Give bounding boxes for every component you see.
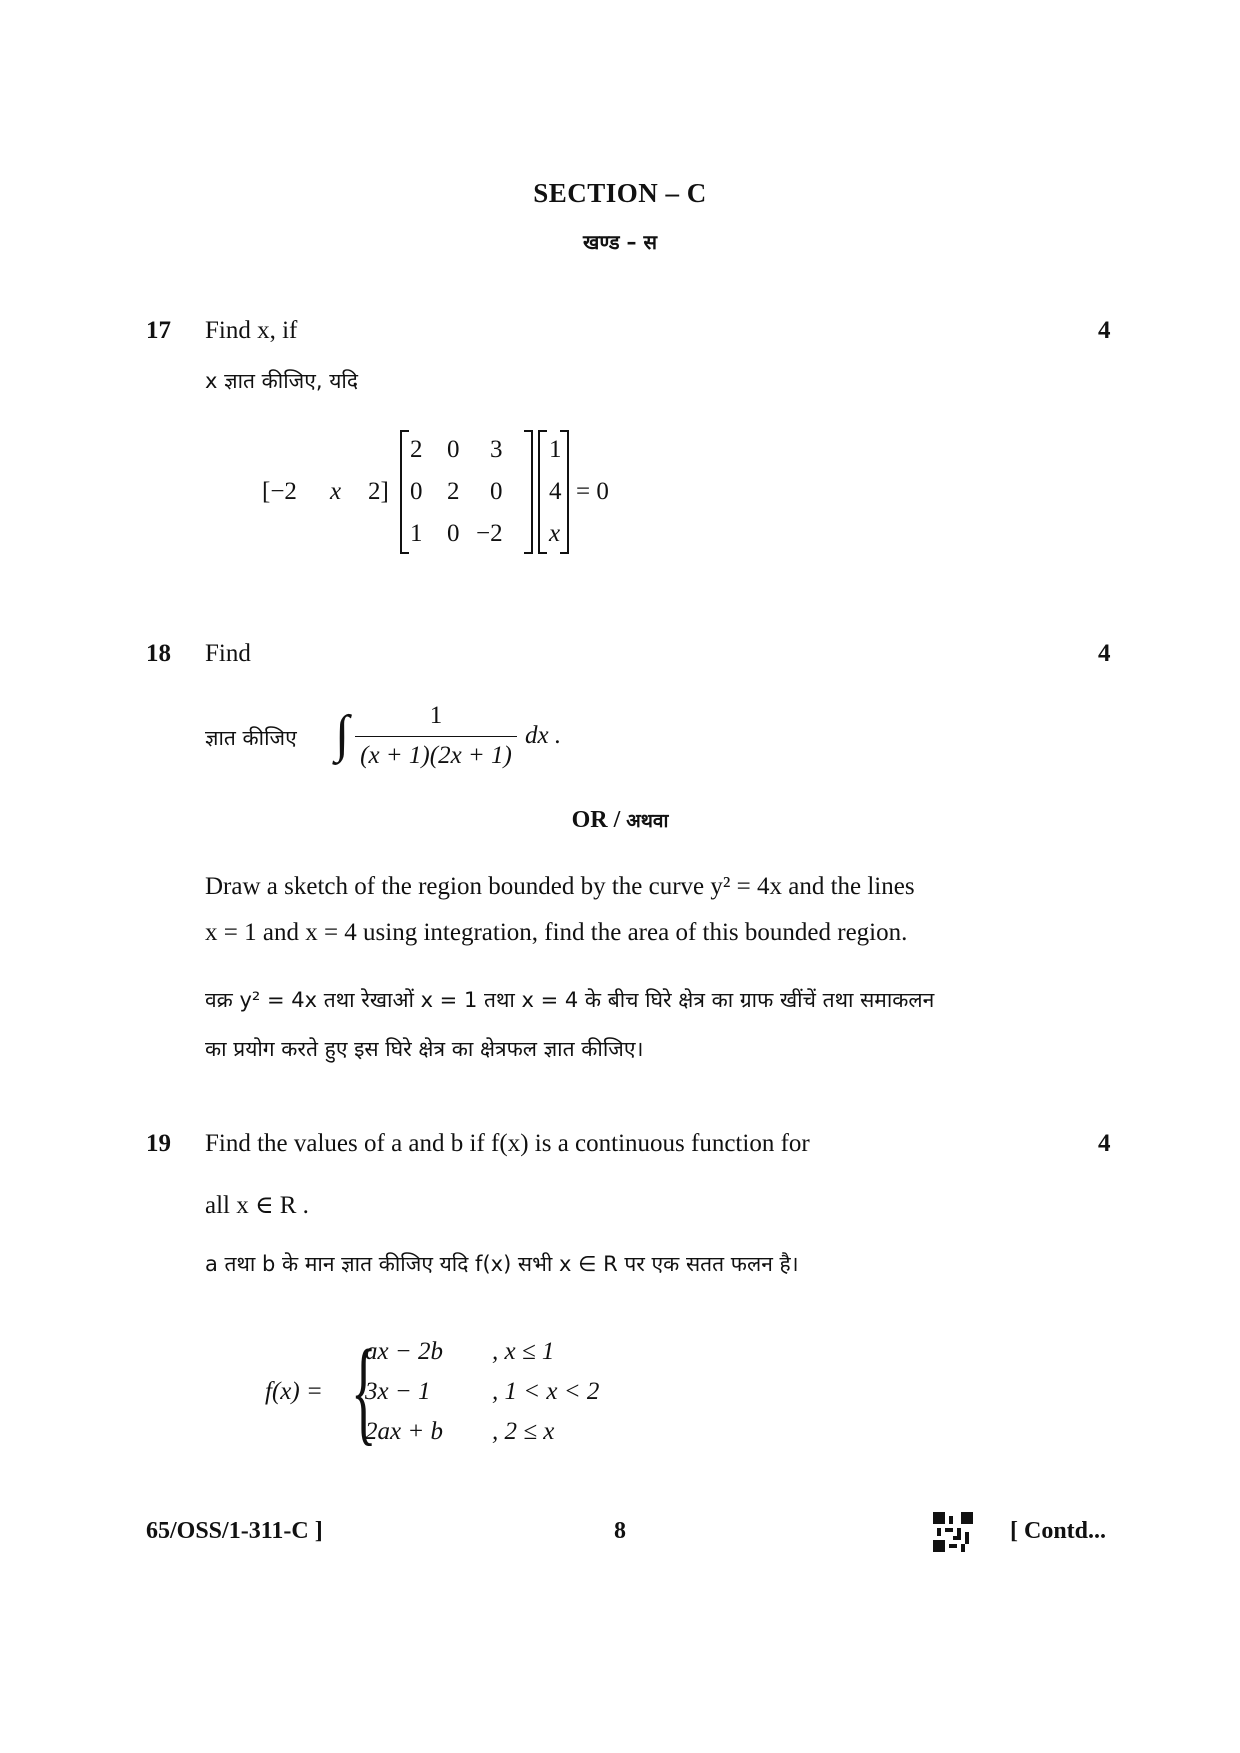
function-label: f(x) =	[265, 1378, 323, 1405]
left-brace-icon: {	[351, 1325, 377, 1456]
q18-text-hi: ज्ञात कीजिए	[205, 726, 297, 750]
q18-alt-line2-en: x = 1 and x = 4 using integration, find the area of this bounded region.	[205, 919, 908, 946]
page-number: 8	[614, 1518, 626, 1544]
matrix-cell: 0	[490, 478, 503, 505]
q19-marks: 4	[1098, 1130, 1111, 1157]
q19-piecewise-function	[265, 1325, 645, 1460]
q18-marks: 4	[1098, 640, 1111, 667]
q18-alt-line1-hi: वक्र y² = 4x तथा रेखाओं x = 1 तथा x = 4 के बीच घिरे क्षेत्र का ग्राफ खींचें तथा समाकलन	[205, 988, 935, 1012]
matrix-cell: 2	[447, 478, 460, 505]
fraction-bar	[355, 736, 517, 737]
equals-zero: = 0	[576, 478, 609, 505]
matrix-cell: 0	[410, 478, 423, 505]
or-label-en: OR /	[571, 807, 621, 833]
row-vector-b: x	[330, 478, 342, 505]
column-cell: x	[549, 520, 561, 547]
q19-text-hi: a तथा b के मान ज्ञात कीजिए यदि f(x) सभी x ∈ R पर एक सतत फलन है।	[205, 1252, 799, 1276]
case-condition: , 1 < x < 2	[492, 1378, 600, 1405]
fraction-denominator: (x + 1)(2x + 1)	[360, 742, 512, 769]
matrix-cell: 3	[490, 436, 503, 463]
case-expression: ax − 2b	[365, 1338, 443, 1365]
matrix-cell: 0	[447, 436, 460, 463]
paper-code: 65/OSS/1-311-C ]	[146, 1518, 323, 1544]
q17-matrix-equation	[262, 430, 642, 560]
q17-marks: 4	[1098, 317, 1111, 344]
section-subtitle: खण्ड – स	[582, 230, 657, 254]
fraction-numerator: 1	[429, 702, 443, 729]
question-number-17: 17	[146, 317, 171, 344]
row-vector-c: 2]	[368, 478, 389, 505]
integral-sign-icon: ∫	[335, 706, 350, 763]
column-cell: 4	[549, 478, 562, 505]
column-left-bracket	[538, 430, 547, 554]
matrix-right-bracket	[524, 430, 533, 554]
row-vector-a: [−2	[262, 478, 297, 505]
q18-alt-line1-en: Draw a sketch of the region bounded by the curve y² = 4x and the lines	[205, 873, 915, 900]
qr-code-icon	[933, 1512, 973, 1552]
section-title: SECTION – C	[533, 178, 707, 208]
or-label	[0, 807, 1240, 834]
matrix-cell: 2	[410, 436, 423, 463]
or-label-hi: अथवा	[626, 810, 669, 832]
matrix-left-bracket	[400, 430, 409, 554]
q19-line1-en: Find the values of a and b if f(x) is a continuous function for	[205, 1130, 810, 1157]
question-number-18: 18	[146, 640, 171, 667]
question-number-19: 19	[146, 1130, 171, 1157]
continued-label: [ Contd...	[1010, 1518, 1107, 1544]
q17-text-en: Find x, if	[205, 317, 298, 344]
q18-text-en: Find	[205, 640, 251, 667]
matrix-cell: 0	[447, 520, 460, 547]
q17-text-hi: x ज्ञात कीजिए, यदि	[205, 369, 358, 393]
q18-alt-line2-hi: का प्रयोग करते हुए इस घिरे क्षेत्र का क्षेत्रफल ज्ञात कीजिए।	[205, 1037, 644, 1061]
case-condition: , x ≤ 1	[492, 1338, 555, 1365]
q19-line2-en: all x ∈ R .	[205, 1192, 309, 1219]
differential: dx .	[525, 722, 562, 749]
matrix-cell: 1	[410, 520, 423, 547]
case-expression: 2ax + b	[365, 1418, 443, 1445]
case-condition: , 2 ≤ x	[492, 1418, 555, 1445]
column-cell: 1	[549, 436, 562, 463]
case-expression: 3x − 1	[365, 1378, 431, 1405]
matrix-cell: −2	[476, 520, 503, 547]
q18-integral	[335, 700, 575, 780]
